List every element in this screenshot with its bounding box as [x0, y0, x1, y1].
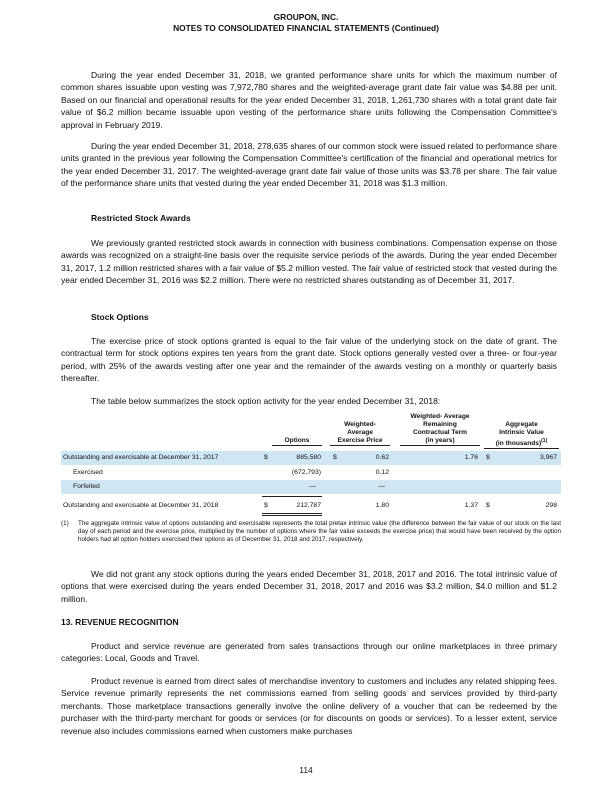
- options-subtotal-rule: [262, 496, 322, 497]
- column-header-exercise-price: Weighted- Average Exercise Price: [330, 421, 390, 446]
- page-number: 114: [299, 765, 313, 775]
- table-row: Outstanding and exercisable at December 31, 2017 $ 885,580 $ 0.62 1.76 $ 3,967: [61, 451, 561, 465]
- options-total-rule-1: [262, 513, 322, 514]
- table-footnote: (1) The aggregate intrinsic value of options outstanding and exercisable represents the total pretax intrinsic value (the difference between the fair value of our stock on the last day of each period and the exercise price, multiplied by the number of options where the fair value exceeds the exercise price) that would have been received by the option holders had all option holders exercised their options as of December 31, 2018 and 2017, respectively.: [61, 520, 561, 544]
- paragraph-no-grants: We did not grant any stock options during the years ended December 31, 2018, 2017 and 2016. The total intrinsic value of options that were exercised during the years ended December 31, 2018, 2017 and 2016 was $3.2 million, $4.0 million and $1.2 million.: [61, 569, 557, 604]
- column-header-contractual-term: Weighted- Average Remaining Contractual Term (in years): [400, 413, 480, 446]
- paragraph-revenue-categories: Product and service revenue are generated from sales transactions through our online marketplaces in three primary categories: Local, Goods and Travel.: [61, 641, 557, 664]
- paragraph-table-intro: The table below summarizes the stock option activity for the year ended December 31, 2018:: [91, 396, 441, 406]
- table-row: Forfeited — —: [61, 480, 561, 494]
- heading-stock-options: Stock Options: [91, 312, 149, 322]
- table-row: Outstanding and exercisable at December 31, 2018 $ 212,787 1.80 1.37 $ 298: [63, 502, 557, 509]
- table-row: Exercised (672,793) 0.12: [73, 469, 389, 476]
- paragraph-psu-issued: During the year ended December 31, 2018, 278,635 shares of our common stock were issued related to performance share units granted in the previous year following the Compensation Committee's certification of the financial and operational metrics for the year ended December 31, 2017. The weighted-average grant date fair value of those units was $3.78 per share. The fair value of the performance share units that vested during the year ended December 31, 2018 was $1.3 million.: [61, 141, 557, 189]
- heading-revenue-recognition: 13. REVENUE RECOGNITION: [61, 617, 179, 627]
- options-total-rule-2: [262, 515, 322, 516]
- heading-restricted-stock-awards: Restricted Stock Awards: [91, 213, 191, 223]
- company-name: GROUPON, INC.: [273, 12, 339, 22]
- paragraph-product-revenue: Product revenue is earned from direct sales of merchandise inventory to customers and includes any related shipping fees. Service revenue primarily represents the net commissions earned from selling goods and services provided by third-party merchants. Those marketplace transactions generally involve the online delivery of a voucher that can be redeemed by the purchaser with the third-party merchant for goods or services (or for discounts on goods or services). To a lesser extent, service revenue also includes commissions earned when customers make purchases: [61, 676, 557, 736]
- paragraph-restricted-stock: We previously granted restricted stock awards in connection with business combinations. Compensation expense on those awards was recognized on a straight-line basis over the requisite service periods of the awards. During the year ended December 31, 2017, 1.2 million restricted shares with a fair value of $5.2 million vested. The fair value of restricted stock that vested during the year ended December 31, 2016 was $2.2 million. There were no restricted shares outstanding as of December 31, 2017.: [61, 238, 557, 286]
- page-title: NOTES TO CONSOLIDATED FINANCIAL STATEMENTS (Continued): [173, 23, 439, 33]
- paragraph-psu-granted: During the year ended December 31, 2018, we granted performance share units for which the maximum number of common shares issuable upon vesting was 7,972,780 shares and the weighted-average grant date fair value was $4.88 per unit. Based on our financial and operational results for the year ended December 31, 2018, 1,261,730 shares with a total grant date fair value of $6.2 million became issuable upon vesting of the performance share units following the Compensation Committee's approval in February 2019.: [61, 70, 557, 130]
- column-header-intrinsic-value: Aggregate Intrinsic Value (in thousands)$^{(1)}$: [484, 421, 559, 449]
- paragraph-stock-options: The exercise price of stock options granted is equal to the fair value of the underlying stock on the date of grant. The contractual term for stock options expires ten years from the grant date. Stock options generally vested over a three- or four-year period, with 25% of the awards vesting after one year and the remainder of the awards vesting on a monthly or quarterly basis thereafter.: [61, 336, 557, 384]
- column-header-options: Options: [272, 437, 322, 446]
